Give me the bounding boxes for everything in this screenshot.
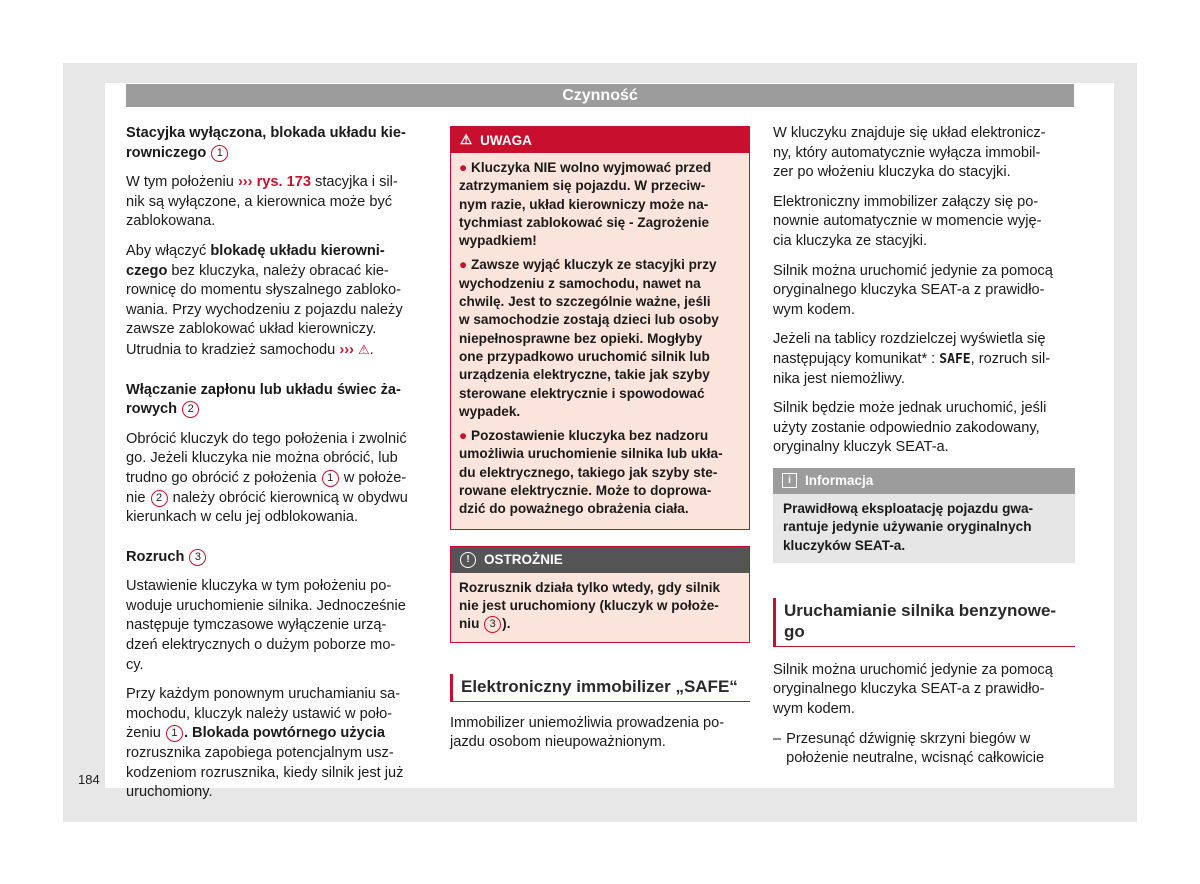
position-marker: 3 <box>484 616 501 633</box>
figure-link[interactable]: rys. 173 <box>256 174 311 191</box>
warning-triangle-icon[interactable]: ⚠ <box>358 341 370 357</box>
section-heading-lock: Stacyjka wyłączona, blokada układu kie- rowniczego 1 <box>126 125 406 161</box>
column-middle <box>450 124 750 763</box>
bullet-icon: ● <box>459 428 468 444</box>
info-text: Prawidłową eksploatację pojazdu gwa- rantuje jedynie używanie oryginalnych kluczyków SEAT-a. <box>783 500 1034 553</box>
warning-box-body <box>451 153 749 529</box>
caution-box-body <box>451 573 749 642</box>
arrow-ref-icon: ››› <box>237 174 253 191</box>
position-marker: 3 <box>189 549 206 566</box>
arrow-ref-icon: ››› <box>339 341 354 358</box>
paragraph: Aby włączyć blokadę układu kierowni- czego bez kluczyka, należy obracać kie- rownicę do momentu słyszalnego zabloko- wania. Przy wychodzeniu z pojazdu należy zawsze zablokować układ kierowniczy. Utrudnia to kradzież samochodu ››› ⚠. <box>126 242 403 358</box>
warning-title: UWAGA <box>480 132 532 148</box>
column-right <box>773 124 1075 779</box>
column-left <box>126 124 429 813</box>
info-box <box>773 468 1075 563</box>
paragraph: Silnik można uruchomić jedynie za pomocą oryginalnego kluczyka SEAT-a z prawidło- wym kodem. <box>773 262 1053 318</box>
warning-item: ● Kluczyka NIE wolno wyjmować przed zatrzymaniem się pojazdu. W przeciw- nym razie, układ kierowniczy może na- tychmiast zablokować się - Zagrożenie wypadkiem! <box>459 160 712 249</box>
paragraph: Ustawienie kluczyka w tym położeniu po- woduje uruchomienie silnika. Jednocześnie następuje tymczasowe wyłączenie urzą- dzeń elektrycznych o dużym poborze mo- cy. <box>126 578 406 673</box>
chapter-title: Czynność <box>562 86 638 104</box>
position-marker: 1 <box>166 725 183 742</box>
paragraph: Obrócić kluczyk do tego położenia i zwolnić go. Jeżeli kluczyka nie można obrócić, lub trudno go obrócić z położenia 1 w położe- nie 2 należy obrócić kierownicą w obydwu kierunkach w celu jej odblokowania. <box>126 430 408 526</box>
paragraph: W kluczyku znajduje się układ elektronicz- ny, który automatycznie wyłącza immobil- zer po włożeniu kluczyka do stacyjki. <box>773 125 1046 181</box>
info-box-header <box>773 468 1075 494</box>
warning-triangle-icon: ⚠ <box>460 132 473 147</box>
paragraph: Przy każdym ponownym uruchamianiu sa- mochodu, kluczyk należy ustawić w poło- żeniu 1 . Blokada powtórnego użycia rozrusznika zapobiega potencjalnym usz- kodzeniom rozrusznika, kiedy silnik jest już uruchomiony. <box>126 686 404 801</box>
position-marker: 1 <box>211 145 228 162</box>
page-frame-right <box>1114 63 1137 822</box>
page-frame-left <box>63 63 105 822</box>
display-message: SAFE <box>939 351 971 367</box>
chapter-header <box>126 84 1074 107</box>
paragraph: Immobilizer uniemożliwia prowadzenia po- jazdu osobom nieupoważnionym. <box>450 714 725 751</box>
paragraph: Jeżeli na tablicy rozdzielczej wyświetla się następujący komunikat* : SAFE, rozruch sil- nika jest niemożliwy. <box>773 331 1051 387</box>
bullet-icon: ● <box>459 257 468 273</box>
section-title-immobilizer: Elektroniczny immobilizer „SAFE“ <box>450 674 750 702</box>
info-title: Informacja <box>805 473 874 489</box>
section-heading-start: Rozruch 3 <box>126 548 429 568</box>
position-marker: 2 <box>151 490 168 507</box>
caution-title: OSTROŻNIE <box>484 552 563 568</box>
info-box-body <box>773 494 1075 563</box>
paragraph: Elektroniczny immobilizer załączy się po- nownie automatycznie w momencie wyję- cia kluczyka ze stacyjki. <box>773 193 1042 249</box>
exclamation-circle-icon: ! <box>460 552 476 568</box>
position-marker: 1 <box>322 470 339 487</box>
warning-box-header <box>451 127 749 153</box>
position-marker: 2 <box>182 401 199 418</box>
bullet-icon: ● <box>459 160 468 175</box>
page-frame-top <box>63 63 1137 83</box>
paragraph: Silnik będzie może jednak uruchomić, jeśli użyty zostanie odpowiednio zakodowany, oryginalny kluczyk SEAT-a. <box>773 400 1047 456</box>
list-item: – Przesunąć dźwignię skrzyni biegów w położenie neutralne, wcisnąć całkowicie <box>773 730 1075 769</box>
section-heading-ignition: Włączanie zapłonu lub układu świec ża- rowych 2 <box>126 381 401 418</box>
caution-box <box>450 546 750 643</box>
warning-box <box>450 126 750 530</box>
paragraph: W tym położeniu ››› rys. 173 stacyjka i sil- nik są wyłączone, a kierownica może być zablokowana. <box>126 174 398 230</box>
warning-item: ● Zawsze wyjąć kluczyk ze stacyjki przy wychodzeniu z samochodu, nawet na chwilę. Jest to szczególnie ważne, jeśli w samochodzie zostają dzieci lub osoby niepełnosprawne bez opieki. Mogłyby one przypadkowo uruchomić silnik lub urządzenia elektryczne, takie jak szyby sterowane elektrycznie i spowodować wypadek. <box>459 257 719 419</box>
warning-item: ● Pozostawienie kluczyka bez nadzoru umożliwia uruchomienie silnika lub ukła- du elektrycznego, takiego jak szyby ste- rowane elektrycznie. Może to doprowa- dzić do poważnego obrażenia ciała. <box>459 428 723 517</box>
section-title-petrol-start: Uruchamianie silnika benzynowe- go <box>773 598 1075 647</box>
caution-box-header <box>451 547 749 573</box>
caution-text: Rozrusznik działa tylko wtedy, gdy silnik nie jest uruchomiony (kluczyk w położe- niu 3 ). <box>459 579 721 632</box>
info-icon: i <box>782 473 797 488</box>
dash-marker: – <box>773 730 782 747</box>
page-number: 184 <box>78 772 100 787</box>
paragraph: Silnik można uruchomić jedynie za pomocą oryginalnego kluczyka SEAT-a z prawidło- wym kodem. <box>773 661 1053 717</box>
